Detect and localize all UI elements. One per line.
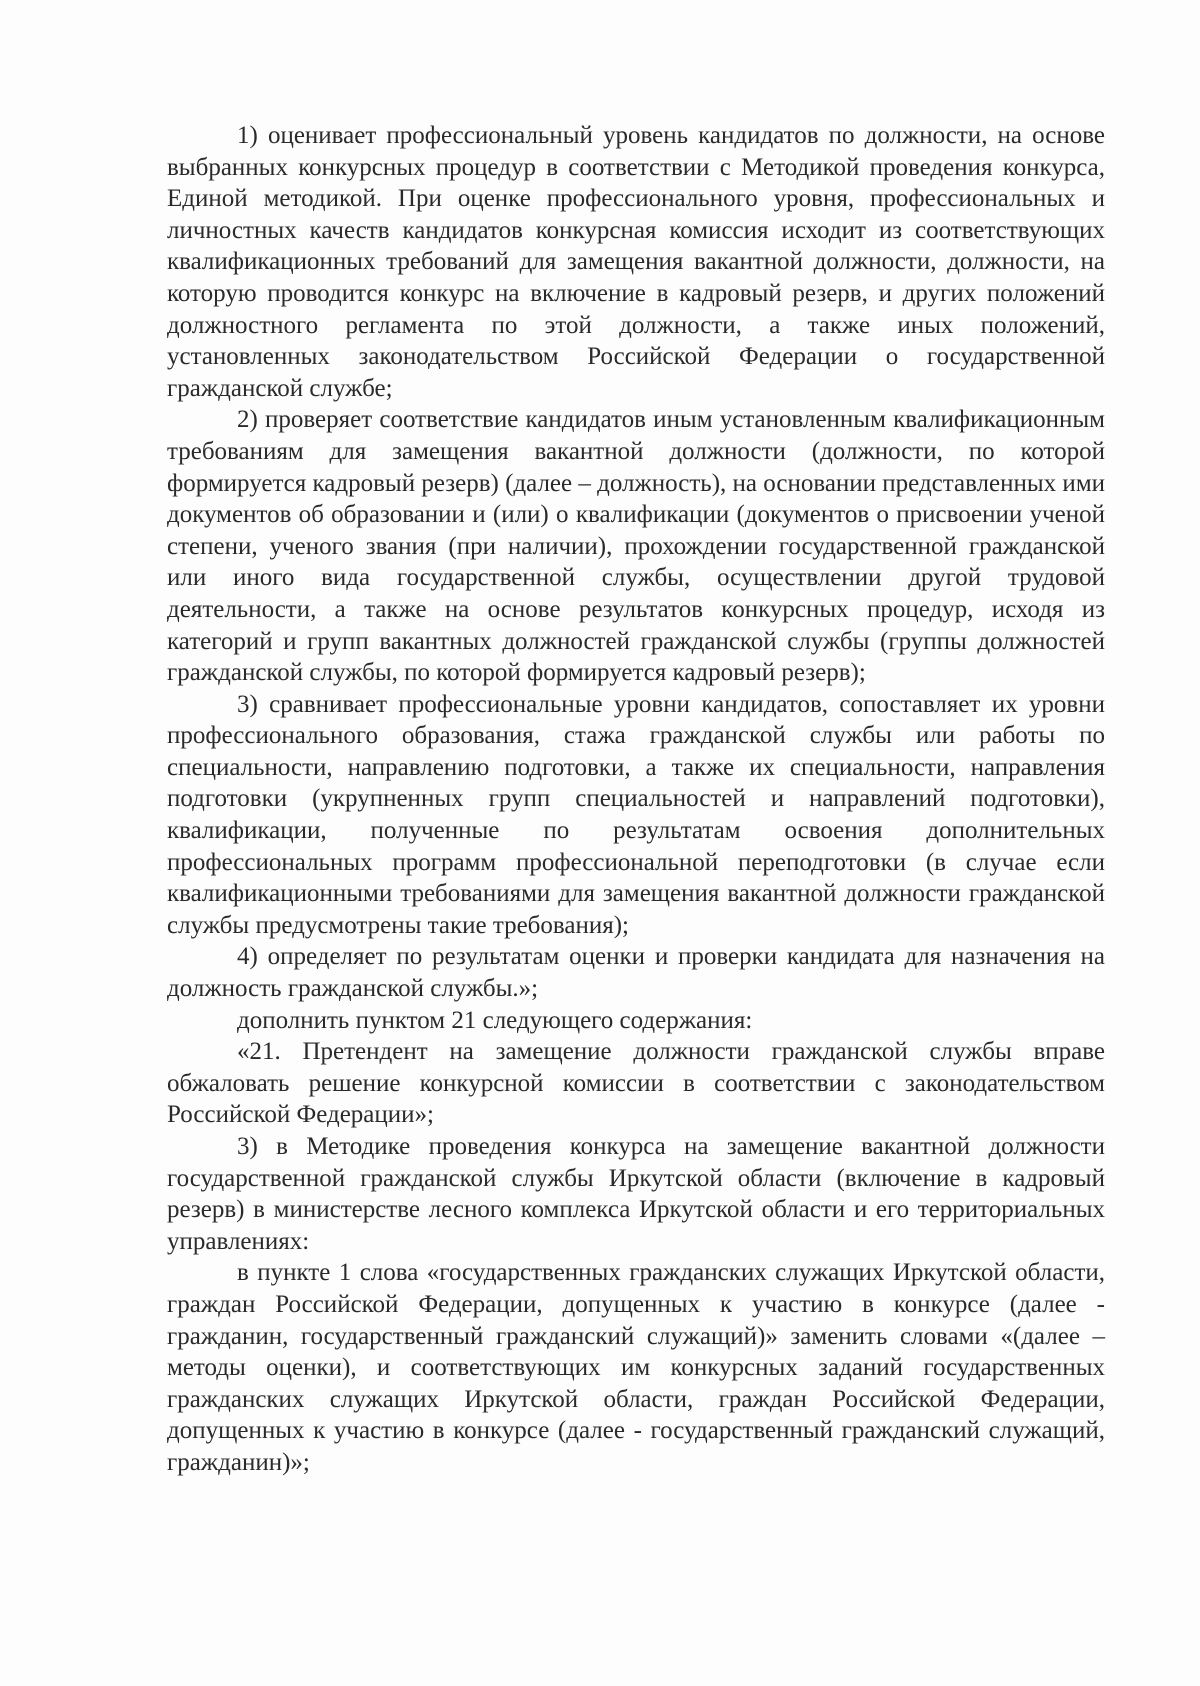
document-body [167, 120, 1105, 1479]
paragraph-item-4: 4) определяет по результатам оценки и проверки кандидата для назначения на должность гражданской службы.»; [167, 943, 1105, 1003]
paragraph-amend-point-21: дополнить пунктом 21 следующего содержания: [237, 1006, 753, 1034]
paragraph-item-1: 1) оценивает профессиональный уровень кандидатов по должности, на основе выбранных конкурсных процедур в соответствии с Методикой проведения конкурса, Единой методикой. При оценке профессионального уровня, профессиональных и личностных качеств кандидатов конкурсная комиссия исходит из соответствующих квалификационных требований для замещения вакантной должности, должности, на которую проводится конкурс на включение в кадровый резерв, и других положений должностного регламента по этой должности, а также иных положений, установленных законодательством Российской Федерации о государственной гражданской службе; [167, 122, 1105, 402]
paragraph-point-1-replacement: в пункте 1 слова «государственных гражданских служащих Иркутской области, граждан Российской Федерации, допущенных к участию в конкурсе (далее - гражданин, государственный гражданский служащий)» заменить словами «(далее – методы оценки), и соответствующих им конкурсных заданий государственных гражданских служащих Иркутской области, граждан Российской Федерации, допущенных к участию в конкурсе (далее - государственный гражданский служащий, гражданин)»; [167, 1259, 1105, 1476]
paragraph-point-21-text: «21. Претендент на замещение должности гражданской службы вправе обжаловать решение конкурсной комиссии в соответствии с законодательством Российской Федерации»; [167, 1038, 1105, 1129]
paragraph-methodology-3: 3) в Методике проведения конкурса на замещение вакантной должности государственной гражданской службы Иркутской области (включение в кадровый резерв) в министерстве лесного комплекса Иркутской области и его территориальных управлениях: [167, 1133, 1105, 1255]
paragraph-item-2: 2) проверяет соответствие кандидатов иным установленным квалификационным требованиям для замещения вакантной должности (должности, по которой формируется кадровый резерв) (далее – должность), на основании представленных ими документов об образовании и (или) о квалификации (документов о присвоении ученой степени, ученого звания (при наличии), прохождении государственной гражданской или иного вида государственной службы, осуществлении другой трудовой деятельности, а также на основе результатов конкурсных процедур, исходя из категорий и групп вакантных должностей гражданской службы (группы должностей гражданской службы, по которой формируется кадровый резерв); [167, 406, 1106, 687]
paragraph-item-3: 3) сравнивает профессиональные уровни кандидатов, сопоставляет их уровни профессионального образования, стажа гражданской службы или работы по специальности, направлению подготовки, а также их специальности, направления подготовки (укрупненных групп специальностей и направлений подготовки), квалификации, полученные по результатам освоения дополнительных профессиональных программ профессиональной переподготовки (в случае если квалификационными требованиями для замещения вакантной должности гражданской службы предусмотрены такие требования); [167, 690, 1105, 939]
